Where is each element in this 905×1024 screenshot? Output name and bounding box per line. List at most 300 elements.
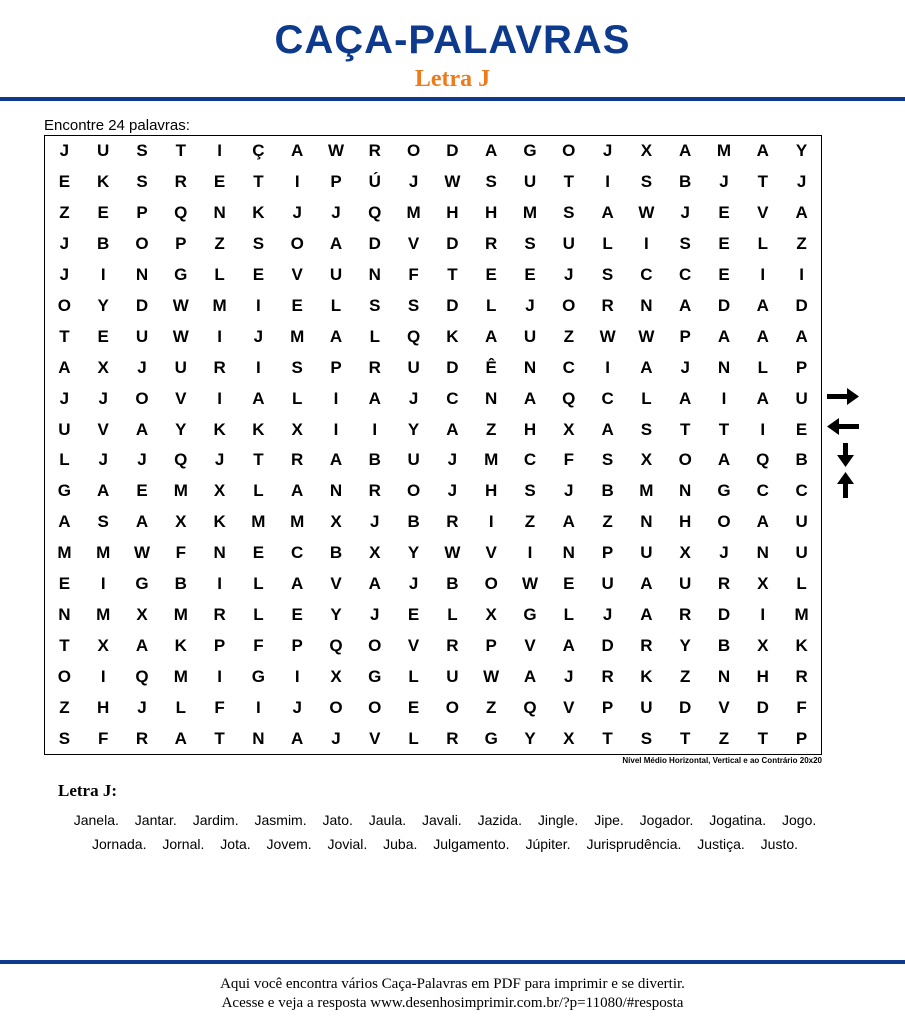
grid-cell: A	[291, 574, 304, 594]
grid-cell: J	[214, 450, 225, 470]
word-list	[50, 808, 840, 856]
grid-cell: U	[407, 450, 420, 470]
grid-cell: P	[679, 326, 691, 346]
grid-cell: K	[252, 419, 265, 439]
grid-cell: R	[213, 604, 226, 624]
grid-cell: P	[601, 697, 614, 717]
grid-cell: L	[757, 234, 768, 254]
grid-cell: J	[292, 697, 302, 717]
grid-cell: E	[563, 574, 575, 594]
grid-cell: N	[135, 265, 149, 285]
grid-cell: J	[331, 728, 341, 748]
grid-cell: Q	[135, 666, 149, 686]
grid-cell: E	[718, 234, 730, 254]
grid-cell: T	[447, 265, 458, 285]
grid-cell: S	[136, 172, 148, 192]
grid-cell: Z	[563, 326, 574, 346]
grid-cell: M	[406, 203, 421, 223]
grid-cell: D	[679, 697, 692, 717]
grid-cell: V	[97, 419, 109, 439]
footer-line-1: Aqui você encontra vários Caça-Palavras em PDF para imprimir e se divertir.	[220, 976, 685, 992]
grid-cell: V	[524, 635, 536, 655]
footer	[0, 975, 905, 1013]
grid-cell: U	[523, 172, 537, 192]
grid-cell: L	[641, 388, 652, 408]
grid-cell: O	[368, 635, 382, 655]
grid-cell: M	[251, 512, 266, 532]
grid-cell: U	[640, 697, 653, 717]
grid-cell: Q	[756, 450, 770, 470]
grid-cell: X	[369, 543, 381, 563]
grid-cell: J	[137, 357, 147, 377]
grid-cell: R	[291, 450, 304, 470]
grid-cell: D	[446, 141, 459, 161]
grid-cell: J	[564, 666, 574, 686]
grid-cell: U	[174, 357, 187, 377]
grid-cell: O	[135, 388, 149, 408]
grid-cell: W	[638, 203, 655, 223]
grid-cell: J	[680, 357, 690, 377]
word-list-item: Jazida.	[477, 812, 522, 828]
grid-cell: N	[640, 295, 653, 315]
word-list-item: Jogatina.	[709, 812, 767, 828]
grid-cell: I	[527, 543, 533, 563]
grid-cell: P	[601, 543, 614, 563]
grid-cell: G	[523, 604, 537, 624]
grid-cell: I	[100, 265, 106, 285]
grid-cell: O	[406, 481, 421, 501]
grid-cell: T	[718, 419, 730, 439]
grid-cell: M	[57, 543, 72, 563]
grid-cell: E	[407, 604, 420, 624]
grid-cell: J	[525, 295, 535, 315]
grid-cell: E	[97, 203, 109, 223]
grid-cell: X	[97, 635, 109, 655]
grid-cell: E	[213, 172, 226, 192]
grid-cell: S	[485, 172, 497, 192]
grid-cell: A	[485, 141, 498, 161]
grid-cell: P	[485, 635, 497, 655]
grid-cell: S	[563, 203, 575, 223]
grid-cell: H	[97, 697, 110, 717]
grid-cell: C	[679, 265, 692, 285]
grid-cell: O	[562, 295, 576, 315]
grid-cell: W	[483, 666, 500, 686]
grid-cell: X	[485, 604, 497, 624]
grid-cell: J	[59, 388, 70, 408]
grid-cell: Y	[407, 419, 420, 439]
grid-cell: N	[679, 481, 692, 501]
grid-cell: Z	[486, 419, 497, 439]
grid-cell: C	[640, 265, 653, 285]
grid-cell: A	[174, 728, 187, 748]
grid-cell: S	[97, 512, 109, 532]
grid-cell: A	[640, 604, 653, 624]
grid-cell: M	[96, 604, 111, 624]
grid-cell: N	[717, 666, 731, 686]
grid-cell: W	[133, 543, 151, 563]
grid-cell: S	[640, 172, 653, 192]
grid-cell: V	[485, 543, 497, 563]
grid-cell: R	[679, 604, 692, 624]
grid-cell: C	[756, 481, 769, 501]
grid-cell: T	[253, 450, 264, 470]
grid-cell: L	[796, 574, 807, 594]
word-list-item: Jornal.	[162, 836, 205, 852]
grid-cell: X	[213, 481, 226, 501]
grid-cell: B	[795, 450, 808, 470]
grid-cell: J	[137, 450, 147, 470]
footer-divider	[0, 960, 905, 964]
grid-cell: A	[795, 203, 808, 223]
grid-cell: O	[678, 450, 692, 470]
grid-cell: N	[756, 543, 769, 563]
grid-cell: L	[253, 481, 264, 501]
grid-cell: J	[719, 172, 729, 192]
grid-cell: H	[756, 666, 769, 686]
grid-cell: E	[58, 574, 71, 594]
instructions: Encontre 24 palavras:	[44, 117, 190, 134]
grid-cell: I	[605, 172, 610, 192]
grid-cell: U	[601, 574, 614, 594]
grid-cell: Z	[680, 666, 691, 686]
word-list-item: Jogador.	[639, 812, 694, 828]
grid-cell: S	[407, 295, 420, 315]
grid-cell: U	[640, 543, 653, 563]
grid-cell: I	[256, 357, 261, 377]
grid-cell: X	[757, 574, 769, 594]
grid-cell: N	[58, 604, 71, 624]
grid-cell: D	[795, 295, 808, 315]
word-list-item: Justo.	[760, 836, 799, 852]
grid-cell: N	[523, 357, 537, 377]
grid-cell: H	[523, 419, 537, 439]
grid-cell: A	[795, 326, 808, 346]
grid-cell: W	[521, 574, 539, 594]
grid-cell: J	[137, 697, 147, 717]
grid-cell: A	[291, 728, 304, 748]
grid-cell: J	[98, 388, 108, 408]
grid-cell: G	[57, 481, 72, 501]
grid-cell: T	[757, 728, 768, 748]
word-search-grid	[44, 135, 822, 755]
grid-cell: U	[679, 574, 692, 594]
grid-cell: B	[446, 574, 459, 594]
grid-cell: B	[329, 543, 343, 563]
grid-cell: P	[291, 635, 303, 655]
grid-cell: G	[135, 574, 149, 594]
grid-cell: J	[253, 326, 264, 346]
grid-cell: E	[718, 265, 730, 285]
grid-cell: S	[601, 450, 614, 470]
grid-cell: Q	[174, 450, 188, 470]
grid-cell: A	[252, 388, 265, 408]
grid-cell: L	[292, 388, 303, 408]
grid-cell: E	[291, 604, 303, 624]
grid-cell: G	[717, 481, 731, 501]
grid-cell: T	[59, 635, 70, 655]
grid-cell: S	[58, 728, 71, 748]
grid-cell: I	[217, 326, 222, 346]
level-note: Nível Médio Horizontal, Vertical e ao Contrário 20x20	[622, 756, 822, 765]
grid-cell: I	[100, 666, 106, 686]
grid-cell: M	[173, 481, 188, 501]
grid-cell: N	[368, 265, 381, 285]
grid-cell: S	[679, 234, 691, 254]
grid-cell: F	[253, 635, 264, 655]
grid-cell: A	[135, 635, 149, 655]
grid-cell: O	[562, 141, 576, 161]
grid-cell: Z	[796, 234, 807, 254]
grid-cell: V	[407, 234, 420, 254]
grid-cell: R	[368, 481, 381, 501]
grid-cell: K	[252, 203, 265, 223]
grid-cell: S	[136, 141, 148, 161]
grid-cell: C	[291, 543, 304, 563]
grid-cell: U	[795, 388, 808, 408]
grid-cell: J	[59, 141, 70, 161]
grid-cell: X	[640, 450, 653, 470]
grid-cell: Ç	[252, 141, 265, 161]
grid-cell: Q	[523, 697, 537, 717]
grid-cell: X	[330, 512, 342, 532]
grid-cell: W	[327, 141, 345, 161]
grid-cell: B	[407, 512, 420, 532]
grid-cell: U	[329, 265, 343, 285]
grid-cell: K	[97, 172, 110, 192]
grid-cell: I	[333, 388, 339, 408]
grid-cell: J	[602, 141, 613, 161]
grid-cell: A	[523, 666, 537, 686]
grid-cell: A	[601, 203, 614, 223]
grid-cell: S	[640, 419, 653, 439]
grid-cell: V	[563, 697, 575, 717]
grid-cell: J	[370, 604, 380, 624]
grid-cell: A	[562, 635, 575, 655]
grid-cell: E	[795, 419, 808, 439]
grid-cell: A	[291, 481, 304, 501]
grid-cell: Q	[368, 203, 382, 223]
word-list-item: Javali.	[422, 812, 462, 828]
page-title: CAÇA-PALAVRAS	[274, 18, 631, 62]
grid-cell: B	[601, 481, 614, 501]
grid-cell: B	[174, 574, 187, 594]
grid-cell: L	[486, 295, 497, 315]
grid-cell: N	[329, 481, 343, 501]
grid-cell: H	[485, 481, 498, 501]
grid-cell: F	[796, 697, 807, 717]
arrow-down-icon	[837, 443, 854, 467]
grid-cell: E	[252, 543, 265, 563]
grid-cell: A	[756, 512, 769, 532]
word-list-item: Juba.	[383, 836, 418, 852]
grid-cell: J	[59, 234, 70, 254]
grid-cell: M	[173, 604, 188, 624]
grid-cell: A	[329, 326, 343, 346]
grid-cell: G	[368, 666, 382, 686]
grid-cell: C	[446, 388, 459, 408]
grid-cell: U	[58, 419, 71, 439]
grid-cell: Y	[679, 635, 691, 655]
grid-cell: A	[97, 481, 110, 501]
grid-cell: H	[446, 203, 459, 223]
grid-cell: H	[679, 512, 692, 532]
grid-cell: Z	[59, 697, 70, 717]
grid-cell: I	[799, 265, 804, 285]
grid-cell: Q	[329, 635, 343, 655]
grid-cell: T	[680, 419, 691, 439]
grid-cell: X	[757, 635, 769, 655]
grid-cell: V	[757, 203, 769, 223]
grid-cell: L	[253, 604, 264, 624]
grid-cell: R	[640, 635, 653, 655]
grid-cell: J	[331, 203, 341, 223]
grid-cell: A	[756, 388, 769, 408]
grid-cell: N	[640, 512, 653, 532]
grid-cell: Y	[330, 604, 342, 624]
grid-cell: A	[485, 326, 498, 346]
header-divider	[0, 97, 905, 101]
grid-cell: D	[135, 295, 149, 315]
word-list-item: Jota.	[220, 836, 251, 852]
grid-cell: D	[446, 295, 459, 315]
grid-cell: D	[717, 604, 731, 624]
grid-cell: E	[485, 265, 497, 285]
arrow-left-icon	[827, 418, 859, 435]
grid-cell: X	[679, 543, 691, 563]
grid-cell: K	[446, 326, 459, 346]
grid-cell: I	[760, 604, 766, 624]
grid-cell: X	[563, 728, 575, 748]
grid-cell: J	[796, 172, 807, 192]
grid-cell: R	[174, 172, 187, 192]
grid-cell: I	[721, 388, 727, 408]
grid-cell: K	[640, 666, 653, 686]
grid-cell: M	[96, 543, 111, 563]
grid-cell: A	[58, 512, 71, 532]
grid-cell: M	[290, 326, 305, 346]
grid-cell: M	[290, 512, 305, 532]
grid-cell: Y	[97, 295, 109, 315]
grid-cell: I	[217, 666, 222, 686]
grid-cell: J	[564, 265, 574, 285]
grid-cell: R	[485, 234, 498, 254]
grid-cell: J	[447, 450, 458, 470]
grid-cell: T	[253, 172, 264, 192]
grid-cell: C	[795, 481, 808, 501]
grid-cell: K	[213, 419, 226, 439]
grid-cell: J	[370, 512, 380, 532]
grid-cell: V	[175, 388, 187, 408]
word-list-item: Jasmim.	[254, 812, 307, 828]
grid-cell: L	[602, 234, 613, 254]
grid-cell: N	[562, 543, 575, 563]
grid-cell: I	[256, 697, 261, 717]
grid-cell: H	[485, 203, 498, 223]
grid-cell: L	[408, 728, 419, 748]
grid-cell: O	[717, 512, 731, 532]
grid-cell: I	[760, 265, 766, 285]
grid-cell: M	[639, 481, 654, 501]
grid-cell: R	[135, 728, 149, 748]
grid-cell: A	[679, 141, 692, 161]
grid-cell: Y	[407, 543, 420, 563]
grid-cell: A	[291, 141, 304, 161]
grid-cell: P	[175, 234, 187, 254]
direction-icons	[825, 385, 861, 500]
grid-cell: X	[97, 357, 109, 377]
grid-cell: R	[213, 357, 226, 377]
arrow-right-icon	[827, 388, 859, 405]
word-list-item: Jornada.	[91, 836, 147, 852]
grid-cell: F	[175, 543, 186, 563]
page-subtitle: Letra J	[414, 66, 491, 92]
grid-cell: Z	[214, 234, 225, 254]
grid-cell: O	[484, 574, 498, 594]
grid-cell: Z	[718, 728, 730, 748]
grid-cell: I	[294, 666, 300, 686]
grid-cell: G	[523, 141, 537, 161]
word-list-item: Jovem.	[266, 836, 312, 852]
grid-cell: A	[329, 450, 343, 470]
grid-cell: U	[446, 666, 459, 686]
grid-cell: T	[563, 172, 574, 192]
grid-cell: R	[368, 141, 381, 161]
grid-cell: O	[135, 234, 149, 254]
grid-cell: A	[679, 388, 692, 408]
grid-cell: X	[291, 419, 303, 439]
grid-cell: O	[57, 295, 72, 315]
grid-cell: J	[719, 543, 729, 563]
grid-cell: A	[717, 326, 731, 346]
word-list-item: Jipe.	[594, 812, 624, 828]
grid-cell: T	[175, 141, 186, 161]
grid-cell: J	[680, 203, 690, 223]
grid-cell: L	[447, 604, 458, 624]
grid-cell: I	[333, 419, 339, 439]
grid-cell: F	[214, 697, 225, 717]
grid-cell: L	[59, 450, 70, 470]
grid-cell: X	[136, 604, 148, 624]
grid-cell: A	[756, 141, 769, 161]
grid-cell: L	[757, 357, 768, 377]
word-list-item: Jardim.	[192, 812, 239, 828]
word-list-item: Júpiter.	[525, 836, 571, 852]
grid-cell: P	[330, 172, 342, 192]
grid-cell: S	[291, 357, 303, 377]
grid-cell: N	[485, 388, 498, 408]
grid-cell: I	[256, 295, 261, 315]
grid-cell: S	[369, 295, 381, 315]
grid-cell: A	[679, 295, 692, 315]
grid-cell: A	[756, 326, 769, 346]
grid-cell: D	[368, 234, 381, 254]
grid-cell: A	[562, 512, 575, 532]
grid-cell: E	[136, 481, 148, 501]
word-list-item: Jogo.	[782, 812, 817, 828]
word-list-heading: Letra J:	[58, 781, 118, 800]
grid-cell: F	[408, 265, 419, 285]
grid-cell: Z	[486, 697, 497, 717]
grid-cell: U	[795, 543, 808, 563]
grid-cell: T	[757, 172, 768, 192]
grid-cell: O	[290, 234, 304, 254]
grid-cell: X	[563, 419, 575, 439]
grid-cell: A	[135, 419, 149, 439]
grid-cell: W	[638, 326, 655, 346]
grid-cell: A	[756, 295, 769, 315]
grid-cell: A	[446, 419, 459, 439]
